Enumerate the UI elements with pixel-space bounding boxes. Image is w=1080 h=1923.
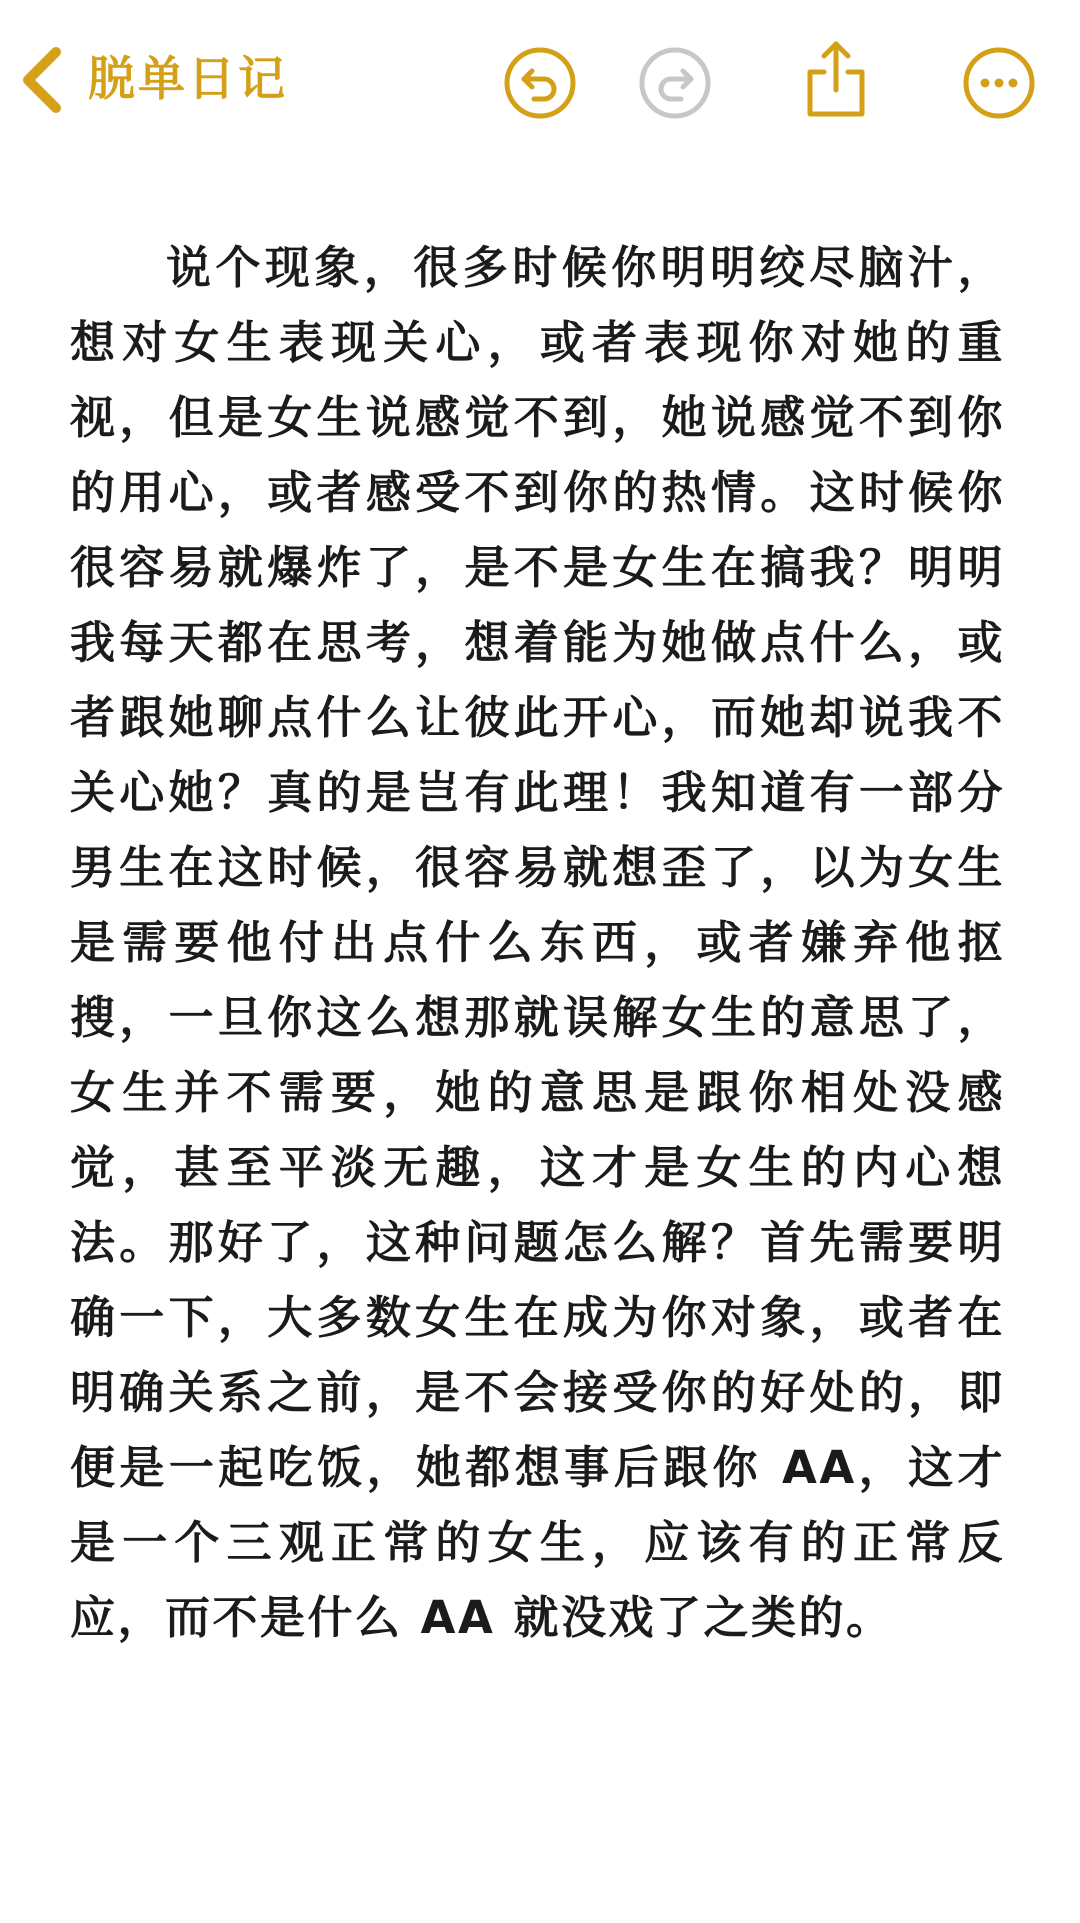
share-button[interactable] (800, 38, 872, 120)
back-button[interactable] (18, 40, 288, 120)
note-body-text[interactable]: 说个现象，很多时候你明明绞尽脑汁，想对女生表现关心，或者表现你对她的重视，但是女生说感觉不到，她说感觉不到你的用心，或者感受不到你的热情。这时候你很容易就爆炸了，是不是女生在搞我？明明我每天都在思考，想着能为她做点什么，或者跟她聊点什么让彼此开心，而她却说我不关心她？真的是岂有此理！我知道有一部分男生在这时候，很容易就想歪了，以为女生是需要他付出点什么东西，或者嫌弃他抠搜，一旦你这么想那就误解女生的意思了，女生并不需要，她的意思是跟你相处没感觉，甚至平淡无趣，这才是女生的内心想法。那好了，这种问题怎么解？首先需要明确一下，大多数女生在成为你对象，或者在明确关系之前，是不会接受你的好处的，即便是一起吃饭，她都想事后跟你 AA，这才是一个三观正常的女生，应该有的正常反应，而不是什么 AA 就没戏了之类的。 (70, 241, 1005, 1644)
back-label: 脱单日记 (88, 52, 288, 107)
chevron-left-icon (18, 44, 66, 116)
redo-icon (637, 45, 713, 121)
redo-button[interactable] (637, 45, 713, 121)
more-icon (961, 45, 1037, 121)
more-button[interactable] (961, 45, 1037, 121)
undo-button[interactable] (502, 45, 578, 121)
note-toolbar (0, 0, 1080, 170)
undo-icon (502, 45, 578, 121)
share-icon (800, 38, 872, 120)
